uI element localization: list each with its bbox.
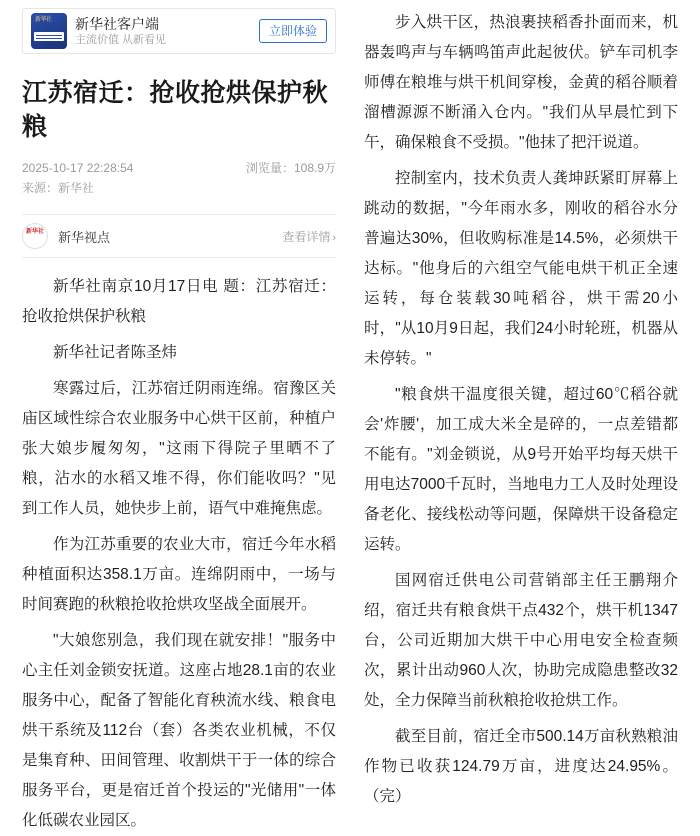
page-title: 江苏宿迁：抢收抢烘保护秋粮: [22, 79, 329, 141]
article-meta: [22, 158, 336, 198]
left-column: [0, 0, 350, 829]
xinhua-logo-icon: [31, 13, 67, 49]
source-name: 新华视点: [58, 229, 111, 245]
article-body-right: [364, 8, 678, 812]
promo-logo-text: 新华社: [35, 17, 52, 23]
view-details-label: 查看详情: [282, 229, 331, 244]
paragraph: 截至目前，宿迁全市500.14万亩秋熟粮油作物已收获124.79万亩，进度达24.95%。（完）: [364, 728, 678, 805]
article-source: 来源：新华社: [22, 181, 95, 195]
article-body-left: [22, 272, 336, 836]
source-card[interactable]: [22, 214, 336, 258]
promo-logo-mark: [34, 32, 64, 41]
paragraph: 作为江苏重要的农业大市，宿迁今年水稻种植面积达358.1万亩。连绵阴雨中，一场与时间赛跑的秋粮抢收抢烘攻坚战全面展开。: [22, 536, 336, 613]
paragraph: 新华社记者陈圣炜: [53, 344, 178, 361]
paragraph: 控制室内，技术负责人龚坤跃紧盯屏幕上跳动的数据，"今年雨水多，刚收的稻谷水分普遍达30%，但收购标准是14.5%，必须烘干达标。"他身后的六组空气能电烘干机正全速运转，每仓装载30吨稻谷，烘干需20小时，"从10月9日起，我们24小时轮班，机器从未停转。": [364, 170, 678, 367]
publish-timestamp: 2025-10-17 22:28:54: [22, 161, 134, 175]
source-avatar: [22, 223, 48, 249]
chevron-right-icon: ›: [332, 231, 336, 244]
view-details-link[interactable]: [282, 228, 336, 245]
promo-subtitle: 主流价值 从新看见: [75, 33, 167, 46]
right-column: [350, 0, 700, 805]
app-promo-banner[interactable]: [22, 8, 336, 54]
promo-text-block: [75, 15, 251, 48]
paragraph: "大娘您别急，我们现在就安排！"服务中心主任刘金锁安抚道。这座占地28.1亩的农业服务中心，配备了智能化育秧流水线、粮食电烘干系统及112台（套）各类农业机械，不仅是集育种、田间管理、收割烘干于一体的综合服务平台，更是宿迁首个投运的"光储用"一体化低碳农业园区。: [22, 632, 336, 829]
paragraph: 寒露过后，江苏宿迁阴雨连绵。宿豫区关庙区域性综合农业服务中心烘干区前，种植户张大娘步履匆匆，"这雨下得院子里晒不了粮，沾水的水稻又堆不得，你们能收吗？"见到工作人员，她快步上前，语气中难掩焦虑。: [22, 380, 336, 517]
source-avatar-text: 新华社: [25, 229, 44, 235]
promo-title: 新华社客户端: [75, 15, 159, 32]
paragraph: 步入烘干区，热浪裹挟稻香扑面而来，机器轰鸣声与车辆鸣笛声此起彼伏。铲车司机李师傅在粮堆与烘干机间穿梭，金黄的稻谷顺着溜槽源源不断涌入仓内。"我们从早晨忙到下午，确保粮食不受损。"他抹了把汗说道。: [364, 14, 678, 151]
paragraph: 新华社南京10月17日电 题：江苏宿迁：抢收抢烘保护秋粮: [22, 278, 336, 325]
try-now-button[interactable]: 立即体验: [259, 19, 327, 43]
paragraph: 国网宿迁供电公司营销部主任王鹏翔介绍，宿迁共有粮食烘干点432个，烘干机1347台，公司近期加大烘干中心用电安全检查频次，累计出动960人次，协助完成隐患整改32处，全力保障当前秋粮抢收抢烘工作。: [364, 572, 678, 709]
paragraph: "粮食烘干温度很关键，超过60℃稻谷就会'炸腰'，加工成大米全是碎的，一点差错都不能有。"刘金锁说，从9号开始平均每天烘干用电达7000千瓦时，当地电力工人及时处理设备老化、接线松动等问题，保障烘干设备稳定运转。: [364, 386, 678, 553]
view-count: 浏览量：108.9万: [245, 161, 336, 175]
